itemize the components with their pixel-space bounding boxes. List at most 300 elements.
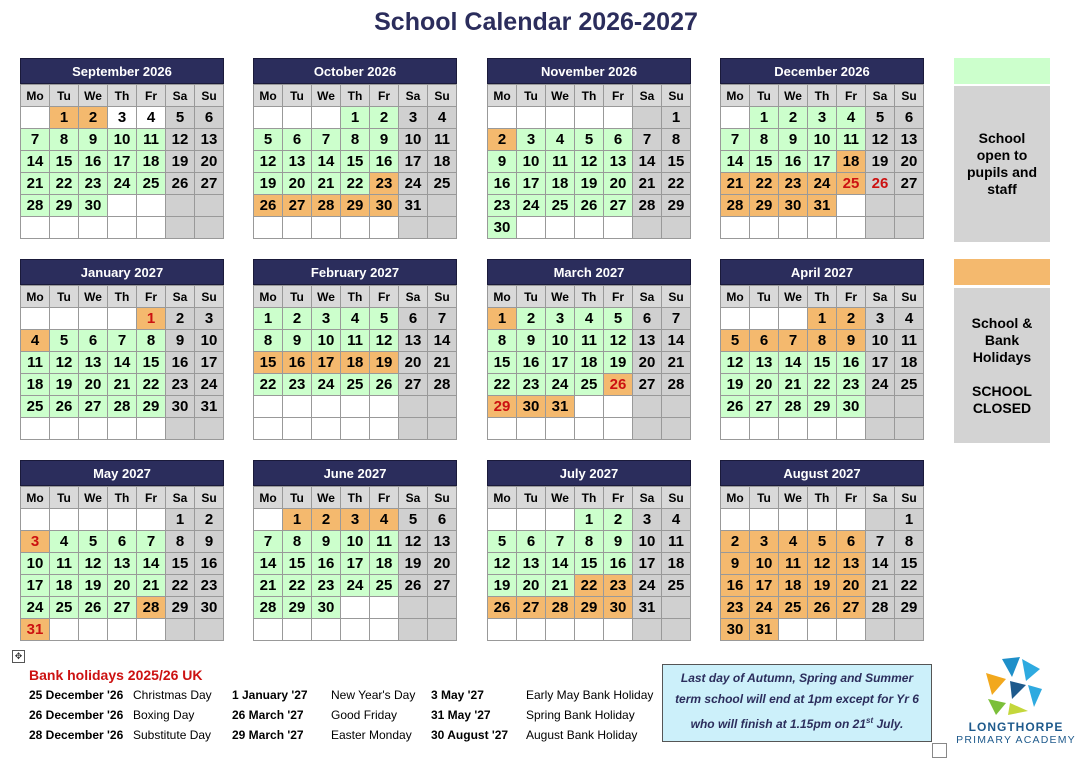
- day-cell: 23: [779, 173, 808, 195]
- day-cell: 29: [895, 597, 924, 619]
- day-cell: 2: [79, 107, 108, 129]
- term-end-note: [662, 664, 932, 742]
- day-cell: 30: [370, 195, 399, 217]
- empty-cell: [488, 107, 517, 129]
- weekday-header: Su: [895, 487, 924, 509]
- day-cell: 31: [750, 619, 779, 641]
- bank-holiday-date: 26 December '26: [29, 708, 124, 722]
- day-cell: 11: [779, 553, 808, 575]
- day-cell: 11: [837, 129, 866, 151]
- empty-cell: [604, 107, 633, 129]
- day-cell: 13: [195, 129, 224, 151]
- day-cell: 30: [779, 195, 808, 217]
- day-cell: 21: [254, 575, 283, 597]
- empty-cell: [166, 418, 195, 440]
- day-cell: 16: [312, 553, 341, 575]
- day-cell: 3: [750, 531, 779, 553]
- day-cell: 11: [370, 531, 399, 553]
- weekday-header: Sa: [866, 286, 895, 308]
- day-cell: 8: [166, 531, 195, 553]
- day-cell: 3: [312, 308, 341, 330]
- day-cell: 1: [283, 509, 312, 531]
- day-cell: 29: [750, 195, 779, 217]
- month-calendar: [720, 460, 924, 641]
- day-cell: 10: [866, 330, 895, 352]
- weekday-header: We: [312, 487, 341, 509]
- day-cell: 6: [517, 531, 546, 553]
- day-cell: 9: [604, 531, 633, 553]
- month-calendar: [253, 58, 457, 239]
- weekday-header: Fr: [137, 85, 166, 107]
- bank-holiday-name: Early May Bank Holiday: [526, 688, 654, 702]
- weekday-header: Fr: [137, 487, 166, 509]
- empty-cell: [721, 308, 750, 330]
- month-calendar: [720, 58, 924, 239]
- day-cell: 23: [370, 173, 399, 195]
- day-cell: 7: [137, 531, 166, 553]
- day-cell: 24: [108, 173, 137, 195]
- day-cell: 14: [428, 330, 457, 352]
- month-days-grid: [487, 486, 691, 641]
- day-cell: 16: [488, 173, 517, 195]
- weekday-header: We: [546, 487, 575, 509]
- day-cell: 13: [633, 330, 662, 352]
- day-cell: 4: [779, 531, 808, 553]
- day-cell: 15: [662, 151, 691, 173]
- day-cell: 4: [50, 531, 79, 553]
- empty-cell: [662, 619, 691, 641]
- month-days-grid: [720, 486, 924, 641]
- day-cell: 28: [633, 195, 662, 217]
- day-cell: 12: [604, 330, 633, 352]
- empty-cell: [254, 619, 283, 641]
- page-title: School Calendar 2026-2027: [374, 8, 698, 36]
- empty-cell: [399, 217, 428, 239]
- day-cell: 11: [21, 352, 50, 374]
- empty-cell: [428, 418, 457, 440]
- weekday-header: Mo: [488, 487, 517, 509]
- day-cell: 14: [721, 151, 750, 173]
- empty-cell: [517, 509, 546, 531]
- day-cell: 28: [546, 597, 575, 619]
- day-cell: 29: [575, 597, 604, 619]
- day-cell: 12: [721, 352, 750, 374]
- empty-cell: [195, 619, 224, 641]
- day-cell: 5: [79, 531, 108, 553]
- weekday-header: Sa: [166, 85, 195, 107]
- empty-cell: [79, 308, 108, 330]
- empty-cell: [399, 418, 428, 440]
- empty-cell: [166, 195, 195, 217]
- day-cell: 25: [575, 374, 604, 396]
- weekday-header: Mo: [254, 286, 283, 308]
- day-cell: 24: [195, 374, 224, 396]
- month-header: December 2026: [720, 58, 924, 84]
- day-cell: 14: [779, 352, 808, 374]
- day-cell: 9: [195, 531, 224, 553]
- empty-cell: [575, 107, 604, 129]
- day-cell: 30: [312, 597, 341, 619]
- day-cell: 5: [399, 509, 428, 531]
- day-cell: 22: [137, 374, 166, 396]
- empty-cell: [428, 597, 457, 619]
- day-cell: 21: [779, 374, 808, 396]
- month-days-grid: [20, 84, 224, 239]
- day-cell: 17: [546, 352, 575, 374]
- empty-cell: [488, 509, 517, 531]
- empty-cell: [575, 217, 604, 239]
- day-cell: 27: [195, 173, 224, 195]
- weekday-header: Tu: [750, 286, 779, 308]
- day-cell: 2: [721, 531, 750, 553]
- bank-holiday-date: 25 December '26: [29, 688, 124, 702]
- empty-cell: [662, 217, 691, 239]
- empty-cell: [750, 308, 779, 330]
- day-cell: 3: [399, 107, 428, 129]
- day-cell: 8: [895, 531, 924, 553]
- weekday-header: Fr: [604, 85, 633, 107]
- day-cell: 12: [488, 553, 517, 575]
- empty-cell: [108, 509, 137, 531]
- day-cell: 12: [370, 330, 399, 352]
- empty-cell: [21, 217, 50, 239]
- empty-cell: [721, 217, 750, 239]
- day-cell: 14: [633, 151, 662, 173]
- day-cell: 18: [779, 575, 808, 597]
- day-cell: 18: [837, 151, 866, 173]
- day-cell: 25: [50, 597, 79, 619]
- empty-cell: [633, 217, 662, 239]
- day-cell: 16: [370, 151, 399, 173]
- day-cell: 13: [428, 531, 457, 553]
- day-cell: 18: [575, 352, 604, 374]
- day-cell: 17: [108, 151, 137, 173]
- day-cell: 25: [428, 173, 457, 195]
- weekday-header: Su: [195, 85, 224, 107]
- empty-cell: [399, 396, 428, 418]
- checkbox[interactable]: [932, 743, 947, 758]
- weekday-header: Fr: [604, 286, 633, 308]
- key-open-label: School open to pupils and staff: [954, 86, 1050, 242]
- day-cell: 9: [312, 531, 341, 553]
- day-cell: 31: [399, 195, 428, 217]
- empty-cell: [254, 396, 283, 418]
- school-logo-text: [953, 720, 1079, 746]
- month-header: August 2027: [720, 460, 924, 486]
- bank-holiday-name: August Bank Holiday: [526, 728, 638, 742]
- day-cell: 7: [312, 129, 341, 151]
- weekday-header: Fr: [837, 286, 866, 308]
- day-cell: 14: [254, 553, 283, 575]
- month-days-grid: [487, 84, 691, 239]
- day-cell: 13: [837, 553, 866, 575]
- day-cell: 29: [137, 396, 166, 418]
- day-cell: 7: [108, 330, 137, 352]
- weekday-header: Su: [428, 286, 457, 308]
- weekday-header: We: [546, 85, 575, 107]
- weekday-header: Th: [341, 85, 370, 107]
- day-cell: 27: [108, 597, 137, 619]
- day-cell: 30: [195, 597, 224, 619]
- day-cell: 12: [254, 151, 283, 173]
- day-cell: 26: [399, 575, 428, 597]
- weekday-header: Su: [895, 85, 924, 107]
- day-cell: 29: [488, 396, 517, 418]
- empty-cell: [837, 418, 866, 440]
- day-cell: 1: [488, 308, 517, 330]
- logo-line-1: LONGTHORPE: [968, 720, 1064, 734]
- weekday-header: Sa: [866, 85, 895, 107]
- weekday-header: Tu: [50, 487, 79, 509]
- day-cell: 23: [837, 374, 866, 396]
- day-cell: 10: [312, 330, 341, 352]
- weekday-header: Fr: [837, 487, 866, 509]
- day-cell: 3: [341, 509, 370, 531]
- day-cell: 19: [79, 575, 108, 597]
- day-cell: 19: [254, 173, 283, 195]
- day-cell: 1: [254, 308, 283, 330]
- day-cell: 19: [399, 553, 428, 575]
- day-cell: 13: [79, 352, 108, 374]
- bank-holiday-date: 3 May '27: [431, 688, 484, 702]
- empty-cell: [895, 396, 924, 418]
- empty-cell: [866, 195, 895, 217]
- day-cell: 5: [721, 330, 750, 352]
- weekday-header: Mo: [721, 286, 750, 308]
- day-cell: 5: [866, 107, 895, 129]
- weekday-header: We: [79, 487, 108, 509]
- weekday-header: Mo: [254, 487, 283, 509]
- day-cell: 4: [575, 308, 604, 330]
- weekday-header: Fr: [370, 487, 399, 509]
- empty-cell: [517, 418, 546, 440]
- day-cell: 25: [21, 396, 50, 418]
- day-cell: 9: [779, 129, 808, 151]
- day-cell: 4: [895, 308, 924, 330]
- month-calendar: [487, 58, 691, 239]
- day-cell: 22: [166, 575, 195, 597]
- empty-cell: [79, 509, 108, 531]
- day-cell: 3: [633, 509, 662, 531]
- day-cell: 26: [721, 396, 750, 418]
- weekday-header: We: [312, 286, 341, 308]
- empty-cell: [633, 418, 662, 440]
- day-cell: 22: [341, 173, 370, 195]
- month-days-grid: [20, 486, 224, 641]
- day-cell: 21: [662, 352, 691, 374]
- weekday-header: Fr: [370, 85, 399, 107]
- day-cell: 26: [79, 597, 108, 619]
- day-cell: 9: [79, 129, 108, 151]
- day-cell: 7: [866, 531, 895, 553]
- bank-holiday-name: Good Friday: [331, 708, 398, 722]
- day-cell: 22: [283, 575, 312, 597]
- empty-cell: [662, 396, 691, 418]
- key-closed-swatch: [954, 259, 1050, 285]
- weekday-header: Sa: [399, 85, 428, 107]
- weekday-header: We: [546, 286, 575, 308]
- empty-cell: [808, 217, 837, 239]
- day-cell: 28: [312, 195, 341, 217]
- month-calendar: [20, 460, 224, 641]
- weekday-header: Su: [895, 286, 924, 308]
- day-cell: 1: [166, 509, 195, 531]
- empty-cell: [195, 195, 224, 217]
- weekday-header: Su: [428, 487, 457, 509]
- weekday-header: Mo: [21, 487, 50, 509]
- day-cell: 19: [166, 151, 195, 173]
- day-cell: 20: [895, 151, 924, 173]
- day-cell: 23: [195, 575, 224, 597]
- day-cell: 18: [341, 352, 370, 374]
- day-cell: 6: [633, 308, 662, 330]
- day-cell: 3: [108, 107, 137, 129]
- day-cell: 15: [808, 352, 837, 374]
- day-cell: 22: [575, 575, 604, 597]
- day-cell: 16: [517, 352, 546, 374]
- day-cell: 15: [137, 352, 166, 374]
- day-cell: 23: [312, 575, 341, 597]
- day-cell: 4: [370, 509, 399, 531]
- weekday-header: Fr: [370, 286, 399, 308]
- day-cell: 5: [370, 308, 399, 330]
- day-cell: 8: [808, 330, 837, 352]
- day-cell: 21: [633, 173, 662, 195]
- empty-cell: [254, 509, 283, 531]
- empty-cell: [370, 597, 399, 619]
- month-calendar: [487, 460, 691, 641]
- day-cell: 26: [604, 374, 633, 396]
- empty-cell: [312, 396, 341, 418]
- day-cell: 2: [837, 308, 866, 330]
- weekday-header: Su: [662, 286, 691, 308]
- day-cell: 15: [341, 151, 370, 173]
- day-cell: 6: [108, 531, 137, 553]
- table-move-handle-icon[interactable]: ✥: [12, 650, 25, 663]
- empty-cell: [283, 619, 312, 641]
- day-cell: 25: [895, 374, 924, 396]
- day-cell: 28: [137, 597, 166, 619]
- empty-cell: [866, 217, 895, 239]
- day-cell: 14: [312, 151, 341, 173]
- day-cell: 29: [283, 597, 312, 619]
- day-cell: 20: [195, 151, 224, 173]
- day-cell: 25: [546, 195, 575, 217]
- day-cell: 24: [750, 597, 779, 619]
- month-calendar: [20, 259, 224, 440]
- day-cell: 7: [633, 129, 662, 151]
- day-cell: 3: [546, 308, 575, 330]
- bank-holiday-name: New Year's Day: [331, 688, 416, 702]
- day-cell: 6: [195, 107, 224, 129]
- key-closed-label: School & Bank Holidays SCHOOL CLOSED: [954, 288, 1050, 443]
- day-cell: 3: [866, 308, 895, 330]
- day-cell: 20: [399, 352, 428, 374]
- weekday-header: Su: [662, 487, 691, 509]
- school-logo-icon: [982, 655, 1046, 717]
- day-cell: 2: [283, 308, 312, 330]
- day-cell: 19: [604, 352, 633, 374]
- day-cell: 2: [604, 509, 633, 531]
- day-cell: 9: [370, 129, 399, 151]
- day-cell: 24: [633, 575, 662, 597]
- day-cell: 10: [517, 151, 546, 173]
- day-cell: 16: [779, 151, 808, 173]
- empty-cell: [633, 396, 662, 418]
- day-cell: 17: [808, 151, 837, 173]
- day-cell: 2: [517, 308, 546, 330]
- weekday-header: Th: [108, 487, 137, 509]
- day-cell: 23: [488, 195, 517, 217]
- day-cell: 13: [399, 330, 428, 352]
- weekday-header: Tu: [50, 286, 79, 308]
- weekday-header: Th: [575, 85, 604, 107]
- day-cell: 24: [312, 374, 341, 396]
- day-cell: 8: [488, 330, 517, 352]
- empty-cell: [341, 217, 370, 239]
- weekday-header: Sa: [399, 487, 428, 509]
- empty-cell: [108, 217, 137, 239]
- weekday-header: Th: [808, 85, 837, 107]
- day-cell: 19: [50, 374, 79, 396]
- day-cell: 3: [195, 308, 224, 330]
- day-cell: 9: [166, 330, 195, 352]
- day-cell: 5: [808, 531, 837, 553]
- day-cell: 29: [50, 195, 79, 217]
- day-cell: 23: [721, 597, 750, 619]
- weekday-header: Sa: [633, 286, 662, 308]
- empty-cell: [488, 418, 517, 440]
- empty-cell: [779, 418, 808, 440]
- weekday-header: Sa: [633, 85, 662, 107]
- empty-cell: [517, 619, 546, 641]
- day-cell: 27: [517, 597, 546, 619]
- day-cell: 19: [488, 575, 517, 597]
- day-cell: 15: [283, 553, 312, 575]
- day-cell: 28: [721, 195, 750, 217]
- day-cell: 21: [428, 352, 457, 374]
- day-cell: 23: [283, 374, 312, 396]
- empty-cell: [721, 418, 750, 440]
- day-cell: 12: [866, 129, 895, 151]
- empty-cell: [195, 418, 224, 440]
- day-cell: 27: [895, 173, 924, 195]
- day-cell: 3: [517, 129, 546, 151]
- month-header: October 2026: [253, 58, 457, 84]
- empty-cell: [254, 217, 283, 239]
- day-cell: 13: [108, 553, 137, 575]
- day-cell: 26: [808, 597, 837, 619]
- day-cell: 21: [21, 173, 50, 195]
- day-cell: 31: [633, 597, 662, 619]
- empty-cell: [79, 217, 108, 239]
- month-days-grid: [487, 285, 691, 440]
- weekday-header: Mo: [254, 85, 283, 107]
- empty-cell: [721, 107, 750, 129]
- day-cell: 11: [341, 330, 370, 352]
- day-cell: 15: [254, 352, 283, 374]
- empty-cell: [312, 418, 341, 440]
- day-cell: 2: [166, 308, 195, 330]
- empty-cell: [283, 396, 312, 418]
- empty-cell: [750, 217, 779, 239]
- day-cell: 12: [79, 553, 108, 575]
- empty-cell: [866, 619, 895, 641]
- day-cell: 18: [662, 553, 691, 575]
- empty-cell: [195, 217, 224, 239]
- day-cell: 10: [341, 531, 370, 553]
- day-cell: 1: [137, 308, 166, 330]
